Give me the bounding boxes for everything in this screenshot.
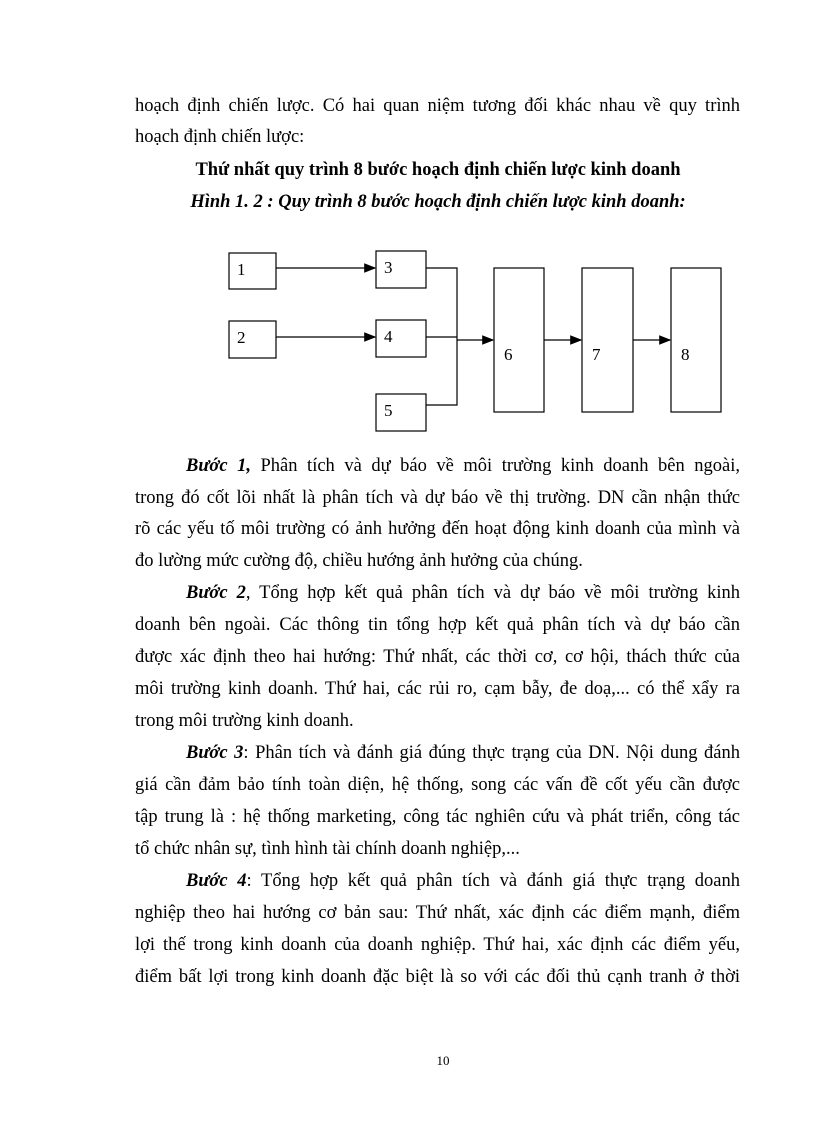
step-3-label: Bước 3 bbox=[186, 743, 244, 763]
step-2-line-5: trong môi trường kinh doanh. bbox=[135, 711, 354, 731]
step-4-line-2: nghiệp theo hai hướng cơ bản sau: Thứ nhất, xác định các điểm mạnh, điểm bbox=[135, 903, 740, 923]
intro-line-1: hoạch định chiến lược. Có hai quan niệm tương đối khác nhau về quy trình bbox=[135, 96, 740, 116]
box-1-label: 1 bbox=[237, 260, 246, 279]
box-3-label: 3 bbox=[384, 258, 393, 277]
process-diagram bbox=[0, 0, 816, 440]
step-3-line-1 bbox=[186, 742, 740, 764]
step-3-line-4: tổ chức nhân sự, tình hình tài chính doanh nghiệp,... bbox=[135, 839, 520, 859]
step-2-line-4: môi trường kinh doanh. Thứ hai, các rủi ro, cạm bẫy, đe doạ,... có thể xẩy ra bbox=[135, 679, 740, 699]
step-1-line-4: đo lường mức cường độ, chiều hướng ảnh hưởng của chúng. bbox=[135, 551, 583, 571]
step-2-line-1 bbox=[186, 582, 740, 604]
step-2-line-3: được xác định theo hai hướng: Thứ nhất, các thời cơ, cơ hội, thách thức của bbox=[135, 647, 740, 667]
step-4-label: Bước 4 bbox=[186, 871, 247, 891]
step-1-line-3: rõ các yếu tố môi trường có ảnh hưởng đến hoạt động kinh doanh của mình và bbox=[135, 519, 740, 539]
box-8 bbox=[671, 268, 721, 412]
step-1-text: Phân tích và dự báo về môi trường kinh doanh bên ngoài, bbox=[250, 456, 740, 476]
section-heading: Thứ nhất quy trình 8 bước hoạch định chiến lược kinh doanh bbox=[195, 160, 681, 180]
step-1-line-1 bbox=[186, 455, 740, 477]
box-7-label: 7 bbox=[592, 345, 601, 364]
step-3-line-3: tập trung là : hệ thống marketing, công tác nghiên cứu và phát triển, công tác bbox=[135, 807, 740, 827]
box-7 bbox=[582, 268, 633, 412]
step-3-line-2: giá cần đảm bảo tính toàn diện, hệ thống, song các vấn đề cốt yếu cần được bbox=[135, 775, 740, 795]
step-4-text: : Tổng hợp kết quả phân tích và đánh giá thực trạng doanh bbox=[246, 871, 741, 891]
step-2-text: , Tổng hợp kết quả phân tích và dự báo về môi trường kinh bbox=[245, 583, 740, 603]
step-3-text: : Phân tích và đánh giá đúng thực trạng của DN. Nội dung đánh bbox=[243, 743, 741, 763]
box-6-label: 6 bbox=[504, 345, 513, 364]
step-1-line-2: trong đó cốt lõi nhất là phân tích và dự báo về thị trường. DN cần nhận thức bbox=[135, 488, 740, 508]
box-8-label: 8 bbox=[681, 345, 690, 364]
step-4-line-3: lợi thế trong kinh doanh của doanh nghiệp. Thứ hai, xác định các điểm yếu, bbox=[135, 935, 740, 955]
box-4-label: 4 bbox=[384, 327, 393, 346]
box-2-label: 2 bbox=[237, 328, 246, 347]
step-2-label: Bước 2 bbox=[186, 583, 246, 603]
step-4-line-4: điểm bất lợi trong kinh doanh đặc biệt là so với các đối thủ cạnh tranh ở thời bbox=[135, 967, 740, 987]
step-2-line-2: doanh bên ngoài. Các thông tin tổng hợp kết quả phân tích và dự báo cần bbox=[135, 615, 740, 635]
step-1-label: Bước 1, bbox=[186, 456, 251, 476]
step-4-line-1 bbox=[186, 870, 740, 892]
page-number: 10 bbox=[436, 1053, 450, 1068]
box-6 bbox=[494, 268, 544, 412]
box-5-label: 5 bbox=[384, 401, 393, 420]
intro-line-2: hoạch định chiến lược: bbox=[135, 127, 305, 147]
figure-caption: Hình 1. 2 : Quy trình 8 bước hoạch định chiến lược kinh doanh: bbox=[190, 192, 686, 212]
